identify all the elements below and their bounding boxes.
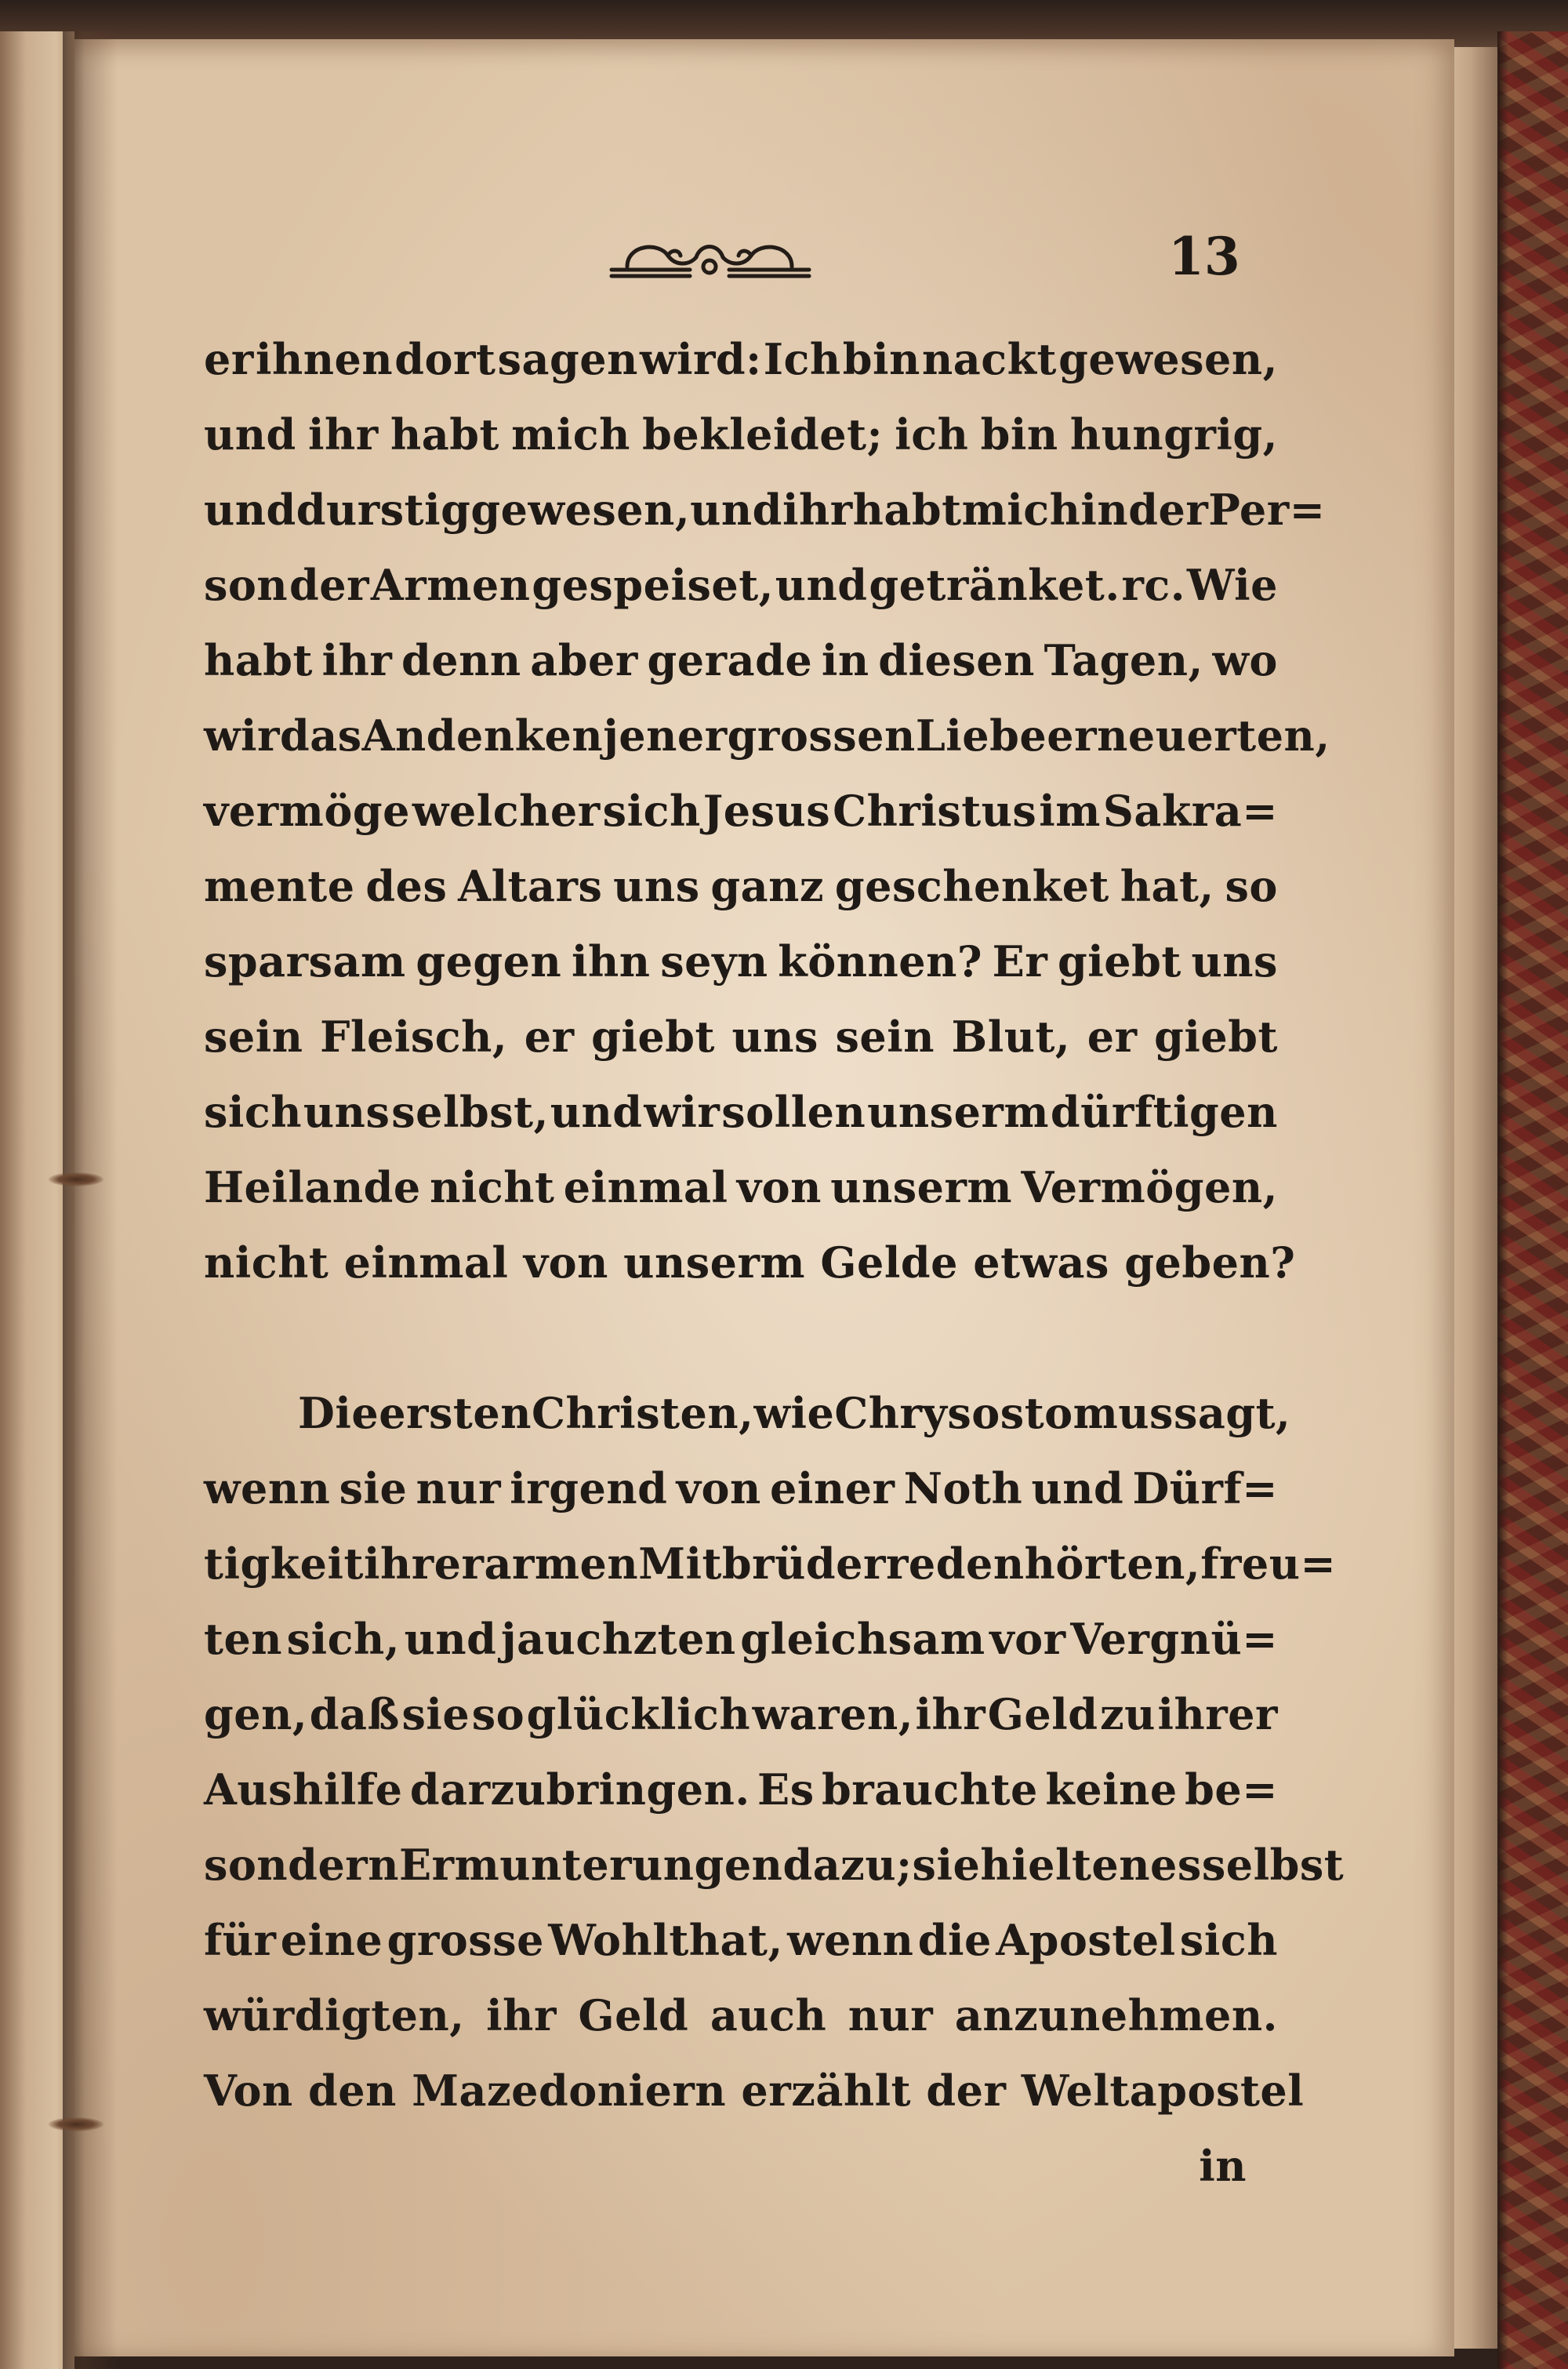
text-line: mente des Altars uns ganz geschenket hat, so [204, 861, 1278, 911]
text-line: wir das Andenken jener grossen Liebe erneuerten, [204, 710, 1330, 761]
text-line: und durstig gewesen, und ihr habt mich in der Per= [204, 485, 1326, 535]
text-line: Heilande nicht einmal von unserm Vermögen, [204, 1162, 1278, 1212]
text-line: vermöge welcher sich Jesus Christus im Sakra= [204, 786, 1278, 836]
text-line: habt ihr denn aber gerade in diesen Tagen, wo [204, 635, 1278, 685]
text-line: Aushilfe darzubringen. Es brauchte keine be= [204, 1764, 1278, 1815]
text-line: würdigten, ihr Geld auch nur anzunehmen. [204, 1990, 1278, 2040]
catchword-line [204, 2128, 1278, 2204]
text-line: tigkeit ihrer armen Mitbrüder reden hörten, freu= [204, 1539, 1337, 1589]
text-line: Die ersten Christen, wie Chrysostomus sagt, [298, 1388, 1291, 1438]
scroll-ornament-icon [604, 235, 815, 285]
paragraph [204, 1375, 1345, 2128]
paragraph [204, 322, 1330, 1300]
text-line: Von den Mazedoniern erzählt der Weltapostel [204, 2066, 1305, 2116]
paragraph-gap [204, 1300, 1278, 1375]
text-line: für eine grosse Wohlthat, wenn die Apostel sich [204, 1915, 1278, 1965]
text-line: ten sich, und jauchzten gleichsam vor Vergnü= [204, 1614, 1278, 1664]
text-line: gen, daß sie so glücklich waren, ihr Geld zu ihrer [204, 1689, 1278, 1739]
body-text [204, 322, 1345, 2204]
text-line: wenn sie nur irgend von einer Noth und Dürf= [204, 1463, 1278, 1513]
text-line: sich uns selbst, und wir sollen unserm dürftigen [204, 1087, 1278, 1137]
binding-tear-mark [49, 1172, 103, 1186]
text-line: nicht einmal von unserm Gelde etwas geben? [204, 1237, 1296, 1288]
text-line: sein Fleisch, er giebt uns sein Blut, er giebt [204, 1012, 1278, 1062]
marbled-fore-edge [1497, 31, 1568, 2369]
page-number: 13 [1168, 226, 1240, 287]
text-line: sparsam gegen ihn seyn können? Er giebt uns [204, 936, 1278, 986]
text-line: son der Armen gespeiset, und getränket. rc. Wie [204, 560, 1278, 610]
gutter-shadow [63, 31, 118, 2369]
text-line: und ihr habt mich bekleidet; ich bin hungrig, [204, 409, 1278, 460]
catchword: in [1199, 2141, 1247, 2191]
binding-tear-mark [49, 2117, 103, 2131]
page-stack-edge [1454, 47, 1497, 2349]
text-line: er ihnen dort sagen wird: Ich bin nackt gewesen, [204, 334, 1278, 384]
text-line: sondern Ermunterungen dazu; sie hielten es selbst [204, 1840, 1345, 1890]
